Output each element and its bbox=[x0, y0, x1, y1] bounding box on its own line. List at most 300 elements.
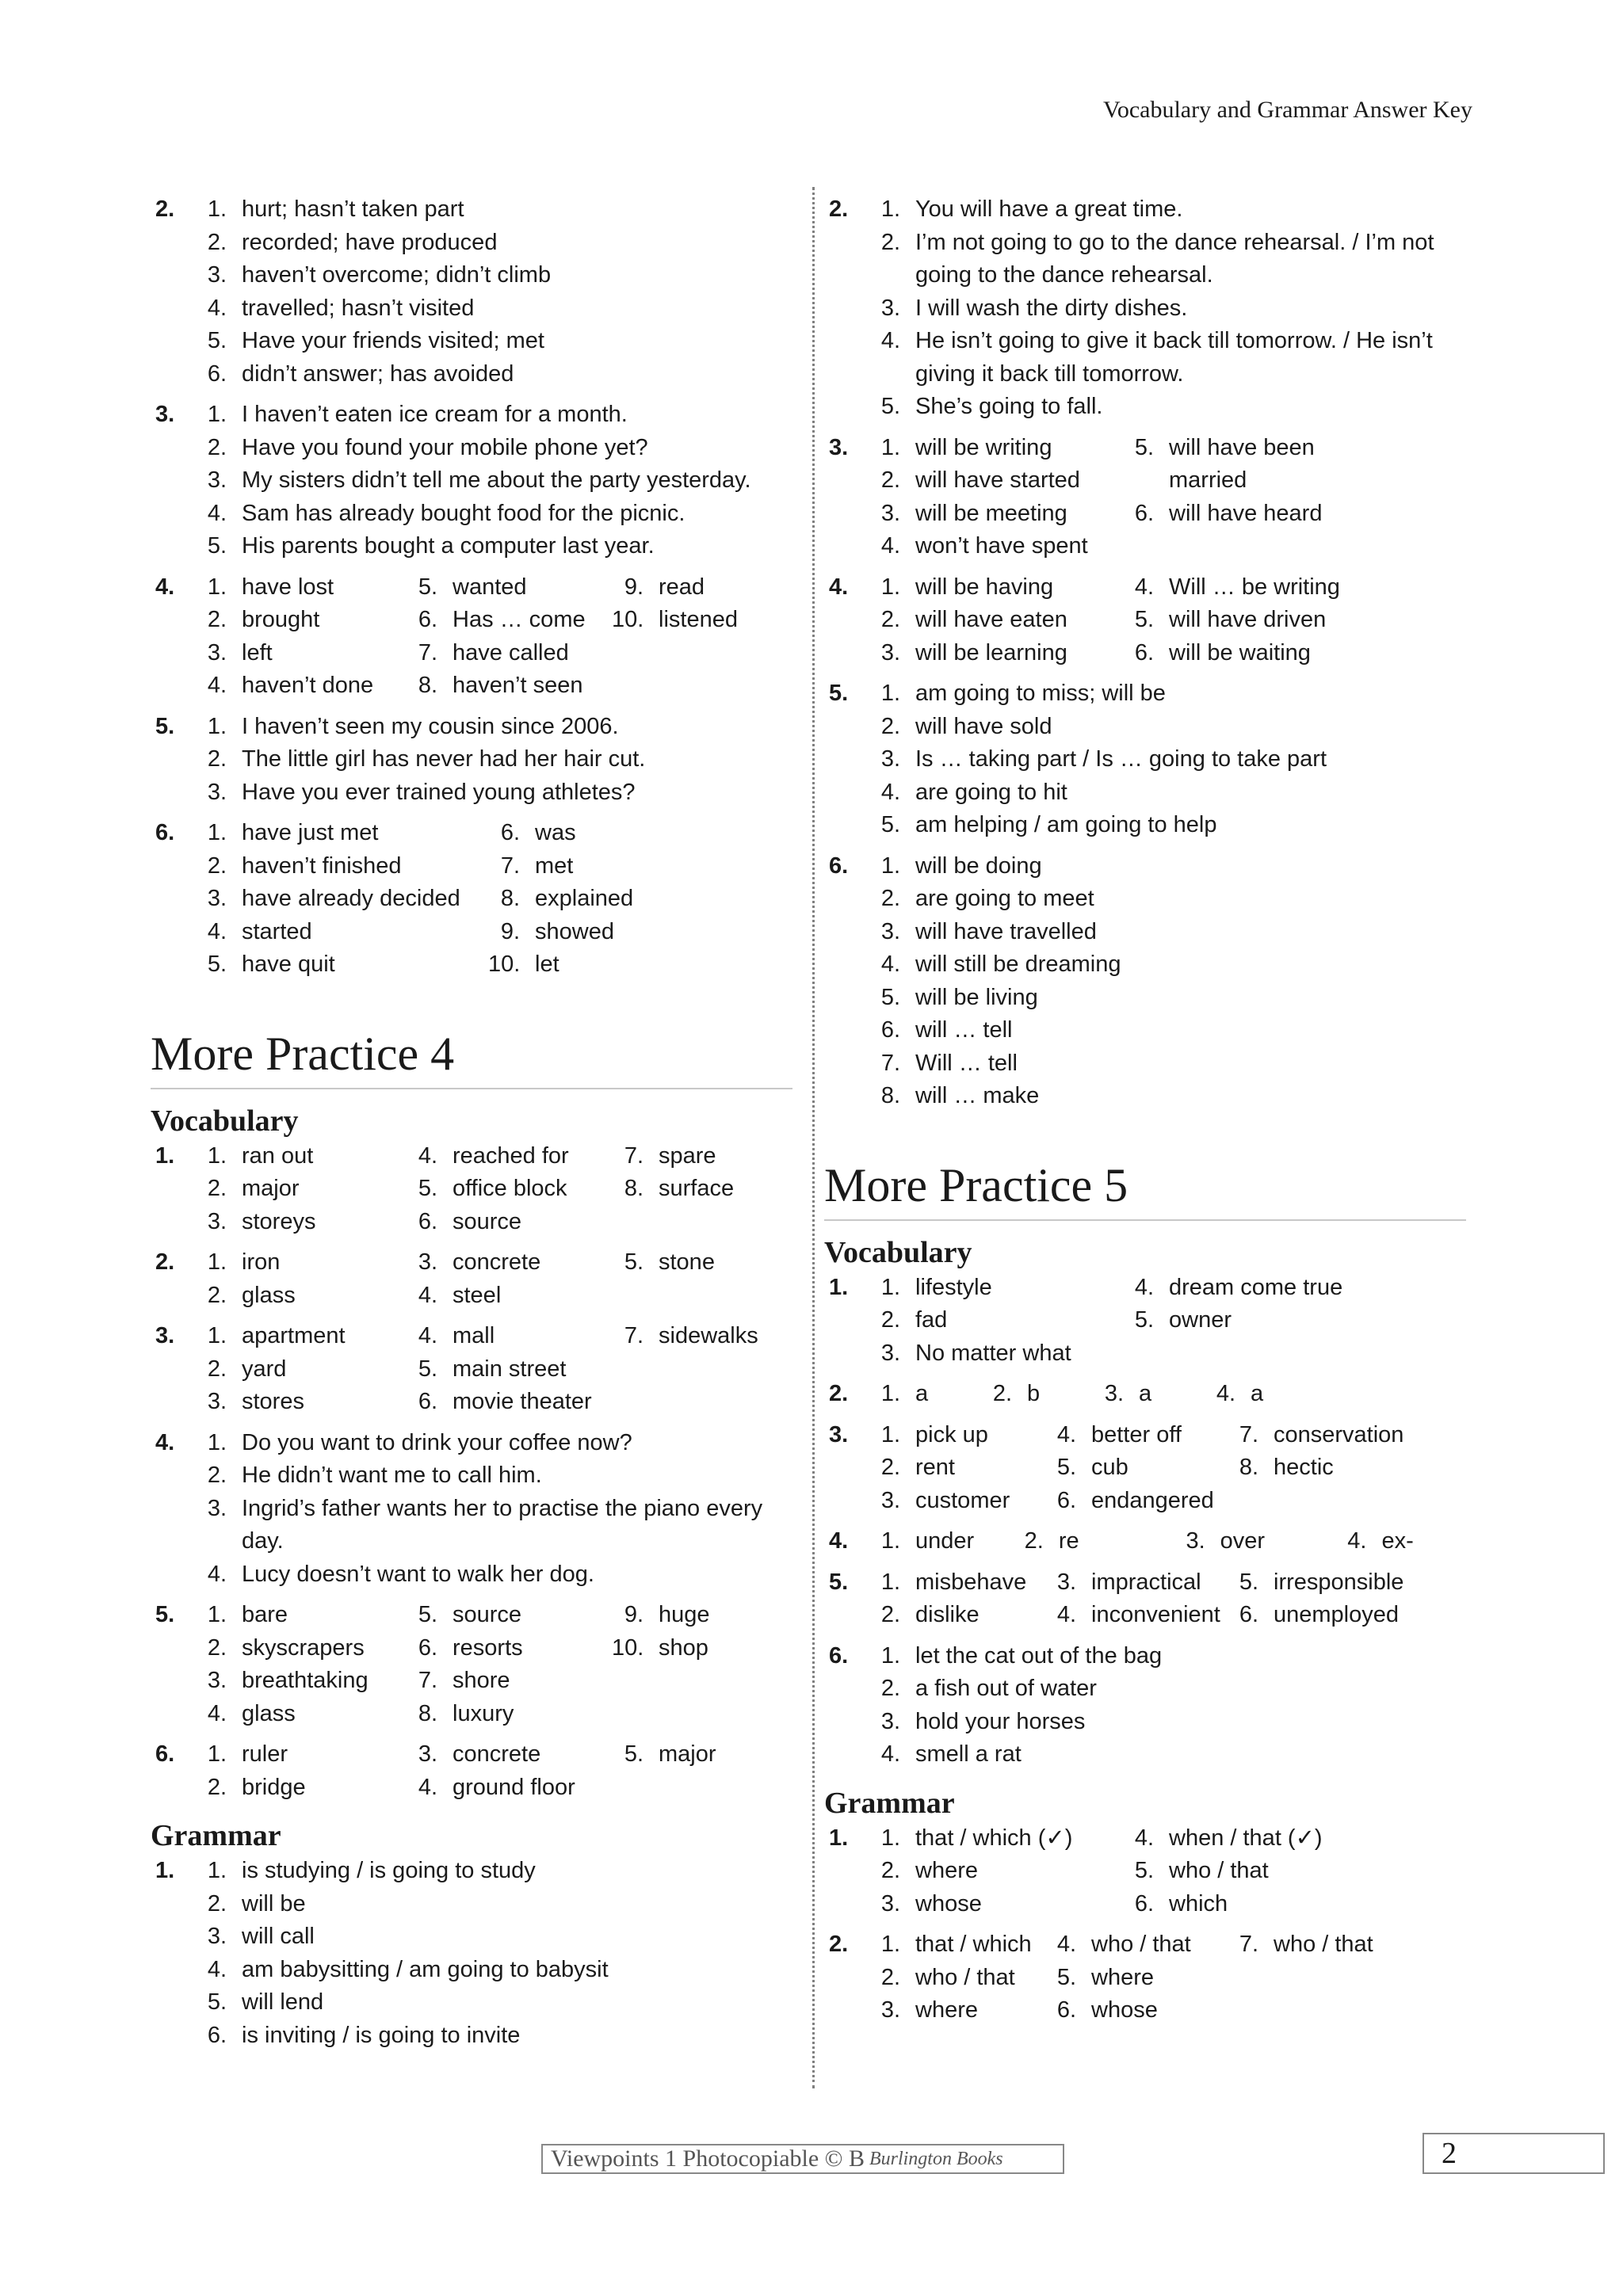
exercise-number: 6. bbox=[829, 1642, 849, 1669]
answer-item bbox=[612, 571, 786, 605]
answer-text: will … make bbox=[915, 1083, 1040, 1108]
answer-number: 2. bbox=[880, 1858, 900, 1883]
answer-text: shop bbox=[659, 1634, 708, 1661]
answer-item bbox=[612, 1632, 786, 1665]
answer-number: 6. bbox=[1134, 1890, 1154, 1917]
answer-text: bare bbox=[242, 1602, 288, 1627]
exercise-number: 6. bbox=[829, 852, 849, 879]
answer-item bbox=[1012, 1525, 1139, 1558]
answer-item bbox=[1122, 571, 1376, 605]
answer-number: 1. bbox=[880, 1642, 900, 1669]
answer-text: haven’t done bbox=[242, 673, 374, 698]
answer-item bbox=[1044, 1451, 1227, 1485]
answer-number: 3. bbox=[880, 295, 900, 321]
answer-item bbox=[980, 1378, 1075, 1411]
answer-text: who / that bbox=[1091, 1932, 1191, 1957]
answer-number: 6. bbox=[500, 820, 520, 845]
answer-number: 3. bbox=[207, 886, 227, 911]
answer-number: 8. bbox=[1239, 1455, 1258, 1480]
answer-item bbox=[195, 1320, 406, 1353]
answer-text: will lend bbox=[242, 1989, 324, 2015]
exercise bbox=[151, 1855, 792, 2052]
answer-number: 4. bbox=[1056, 1932, 1076, 1957]
answer-number: 6. bbox=[418, 1389, 437, 1414]
exercise-number: 6. bbox=[155, 1741, 175, 1767]
answer-text: smell a rat bbox=[915, 1741, 1022, 1767]
answer-number: 7. bbox=[624, 1323, 643, 1348]
answer-text: will be bbox=[242, 1890, 306, 1917]
exercise bbox=[151, 1320, 792, 1419]
answer-item bbox=[1044, 1994, 1227, 2027]
answer-column bbox=[406, 571, 612, 703]
answer-column bbox=[1122, 432, 1352, 563]
answer-text: that / which bbox=[915, 1932, 1032, 1957]
exercise-answers bbox=[869, 193, 1466, 424]
answer-column bbox=[195, 1738, 406, 1804]
answer-text: sidewalks bbox=[659, 1323, 758, 1348]
answer-text: spare bbox=[659, 1142, 716, 1169]
footer-credit bbox=[541, 2144, 1064, 2174]
answer-item bbox=[869, 1047, 1466, 1081]
answer-item bbox=[869, 1928, 1044, 1962]
exercise bbox=[151, 817, 792, 982]
exercise-number: 1. bbox=[829, 1825, 849, 1851]
answer-text: whose bbox=[915, 1890, 982, 1917]
answer-text: left bbox=[242, 639, 273, 666]
answer-item bbox=[195, 1353, 406, 1386]
answer-item bbox=[1122, 1272, 1376, 1305]
exercise bbox=[824, 1525, 1466, 1558]
answer-text: apartment bbox=[242, 1323, 346, 1348]
exercise-number: 2. bbox=[829, 1932, 849, 1957]
exercise-answers bbox=[869, 1566, 1466, 1632]
answer-item bbox=[612, 1173, 786, 1206]
answer-number: 1. bbox=[880, 1825, 900, 1851]
answer-item bbox=[869, 1706, 1466, 1739]
footer-publisher: Burlington Books bbox=[869, 2148, 1003, 2169]
answer-text: have just met bbox=[242, 820, 379, 845]
answer-number: 5. bbox=[1134, 434, 1154, 460]
answer-text: will be meeting bbox=[915, 500, 1067, 526]
answer-column bbox=[1122, 1822, 1376, 1921]
answer-item bbox=[1227, 1451, 1433, 1485]
exercise-number: 4. bbox=[155, 1429, 175, 1455]
answer-text: when / that (✓) bbox=[1169, 1825, 1323, 1851]
answer-text: ruler bbox=[242, 1741, 288, 1767]
answer-text: surface bbox=[659, 1176, 735, 1201]
answer-number: 5. bbox=[418, 1356, 437, 1382]
answer-item bbox=[195, 711, 792, 744]
answer-column bbox=[869, 1928, 1044, 2027]
exercise-answers bbox=[195, 711, 792, 810]
answer-text: Have you ever trained young athletes? bbox=[242, 779, 636, 805]
answer-text: You will have a great time. bbox=[915, 196, 1183, 222]
answer-item bbox=[195, 571, 406, 605]
answer-item bbox=[612, 1246, 786, 1280]
answer-number: 1. bbox=[207, 402, 227, 427]
answer-number: 3. bbox=[207, 1208, 227, 1234]
answer-number: 4. bbox=[1056, 1421, 1076, 1447]
exercise bbox=[151, 193, 792, 391]
answer-item bbox=[195, 1427, 792, 1460]
answer-text: am going to miss; will be bbox=[915, 681, 1166, 706]
answer-item bbox=[406, 1353, 612, 1386]
answer-item bbox=[869, 464, 1122, 498]
answer-text: She’s going to fall. bbox=[915, 394, 1103, 419]
answer-text: won’t have spent bbox=[915, 533, 1088, 559]
answer-number: 4. bbox=[1134, 574, 1154, 600]
answer-text: mall bbox=[453, 1323, 495, 1348]
answer-number: 2. bbox=[207, 746, 227, 772]
answer-text: brought bbox=[242, 607, 320, 632]
answer-number: 4. bbox=[207, 1956, 227, 1982]
answer-text: Will … be writing bbox=[1169, 574, 1340, 600]
answer-number: 8. bbox=[500, 886, 520, 911]
answer-text: am helping / am going to help bbox=[915, 812, 1217, 837]
answer-item bbox=[869, 1855, 1122, 1888]
answer-item bbox=[195, 1772, 406, 1805]
answer-column bbox=[612, 571, 786, 703]
answer-number: 2. bbox=[207, 1634, 227, 1661]
answer-item bbox=[488, 883, 678, 916]
exercise-answers bbox=[195, 1855, 792, 2052]
exercise-answers bbox=[195, 1599, 792, 1730]
answer-number: 1. bbox=[207, 1142, 227, 1169]
answer-number: 4. bbox=[207, 1561, 227, 1587]
answer-number: 1. bbox=[880, 1274, 900, 1300]
answer-column bbox=[406, 1246, 612, 1312]
answer-number: 5. bbox=[418, 1176, 437, 1201]
answer-column bbox=[195, 1246, 406, 1312]
answer-item bbox=[1044, 1485, 1227, 1518]
exercise-answers bbox=[195, 1140, 792, 1239]
answer-item bbox=[195, 1386, 406, 1419]
answer-text: customer bbox=[915, 1487, 1010, 1513]
answer-text: will be having bbox=[915, 574, 1054, 600]
answer-number: 1. bbox=[880, 1421, 900, 1447]
answer-number: 3. bbox=[207, 779, 227, 805]
exercise-number: 1. bbox=[155, 1142, 175, 1169]
answer-number: 1. bbox=[207, 1858, 227, 1883]
answer-column bbox=[195, 1320, 406, 1419]
answer-number: 7. bbox=[880, 1050, 900, 1076]
answer-item bbox=[406, 669, 612, 703]
answer-item bbox=[612, 604, 786, 637]
answer-number: 4. bbox=[418, 1323, 437, 1348]
answer-item bbox=[869, 1822, 1122, 1855]
answer-number: 6. bbox=[1056, 1997, 1076, 2023]
answer-text: will … tell bbox=[915, 1017, 1013, 1043]
answer-text: source bbox=[453, 1208, 522, 1234]
answer-number: 2. bbox=[880, 467, 900, 493]
answer-item bbox=[869, 776, 1466, 810]
answer-text: Will … tell bbox=[915, 1050, 1018, 1076]
answer-item bbox=[195, 1698, 406, 1731]
answer-number: 2. bbox=[207, 1356, 227, 1382]
answer-item bbox=[195, 637, 406, 670]
answer-text: Is … taking part / Is … going to take part bbox=[915, 746, 1327, 772]
answer-item bbox=[195, 743, 792, 776]
answer-text: where bbox=[915, 1858, 978, 1883]
answer-text: is studying / is going to study bbox=[242, 1858, 536, 1883]
answer-item bbox=[869, 1599, 1044, 1632]
answer-text: will have sold bbox=[915, 713, 1052, 739]
answer-column bbox=[612, 1140, 786, 1239]
answer-item bbox=[869, 982, 1466, 1015]
answer-text: ran out bbox=[242, 1142, 314, 1169]
answer-text: major bbox=[659, 1741, 716, 1767]
answer-text: Ingrid’s father wants her to practise the piano every day. bbox=[242, 1495, 763, 1554]
answer-item bbox=[1044, 1928, 1227, 1962]
answer-text: shore bbox=[453, 1668, 510, 1693]
exercise-answers bbox=[195, 399, 792, 563]
answer-item bbox=[869, 1378, 963, 1411]
answer-item bbox=[195, 1459, 792, 1493]
exercise bbox=[151, 1246, 792, 1312]
answer-text: showed bbox=[535, 918, 614, 944]
exercise-answers bbox=[869, 1822, 1466, 1921]
answer-number: 1. bbox=[880, 852, 900, 879]
answer-text: explained bbox=[535, 886, 634, 911]
answer-column bbox=[612, 1320, 786, 1419]
answer-text: recorded; have produced bbox=[242, 229, 498, 255]
answer-number: 6. bbox=[418, 1208, 437, 1234]
answer-number: 1. bbox=[207, 196, 227, 222]
answer-item bbox=[1122, 604, 1376, 637]
exercise-number: 3. bbox=[155, 1323, 175, 1348]
answer-number: 1. bbox=[207, 1323, 227, 1348]
answer-number: 2. bbox=[880, 1602, 900, 1627]
answer-number: 4. bbox=[207, 500, 227, 526]
answer-number: 4. bbox=[880, 328, 900, 353]
left-column bbox=[151, 193, 792, 2060]
subsection-title: Grammar bbox=[151, 1819, 281, 1852]
exercise-answers bbox=[869, 1272, 1466, 1371]
answer-text: endangered bbox=[1091, 1487, 1214, 1513]
answer-text: is inviting / is going to invite bbox=[242, 2022, 521, 2048]
answer-number: 2. bbox=[880, 1307, 900, 1333]
answer-text: are going to meet bbox=[915, 886, 1094, 911]
answer-item bbox=[195, 358, 792, 391]
answer-number: 1. bbox=[207, 1741, 227, 1767]
answer-item bbox=[869, 604, 1122, 637]
answer-number: 2. bbox=[207, 1463, 227, 1488]
answer-text: ground floor bbox=[453, 1774, 575, 1800]
answer-text: under bbox=[915, 1528, 975, 1554]
answer-text: owner bbox=[1169, 1307, 1232, 1333]
answer-number: 7. bbox=[1239, 1932, 1258, 1957]
answer-text: He didn’t want me to call him. bbox=[242, 1463, 542, 1488]
exercise-answers bbox=[869, 1640, 1466, 1772]
answer-text: No matter what bbox=[915, 1340, 1071, 1366]
answer-text: am babysitting / am going to babysit bbox=[242, 1956, 609, 1982]
answer-number: 5. bbox=[207, 533, 227, 559]
answer-text: conservation bbox=[1274, 1421, 1404, 1447]
answer-item bbox=[869, 711, 1466, 744]
answer-number: 3. bbox=[1056, 1569, 1076, 1595]
answer-number: 5. bbox=[1134, 607, 1154, 632]
answer-number: 3. bbox=[207, 467, 227, 493]
answer-item bbox=[406, 1772, 612, 1805]
exercise-answers bbox=[195, 817, 792, 982]
answer-number: 1. bbox=[880, 1932, 900, 1957]
answer-item bbox=[195, 498, 792, 531]
answer-text: travelled; hasn’t visited bbox=[242, 295, 475, 321]
answer-item bbox=[869, 325, 1466, 391]
answer-text: ex- bbox=[1381, 1528, 1414, 1554]
answer-column bbox=[869, 1566, 1044, 1632]
answer-text: haven’t seen bbox=[453, 673, 583, 698]
answer-number: 3. bbox=[880, 1890, 900, 1917]
answer-text: The little girl has never had her hair cut. bbox=[242, 746, 646, 772]
answer-text: storeys bbox=[242, 1208, 316, 1234]
answer-item bbox=[612, 1738, 786, 1772]
answer-number: 5. bbox=[207, 328, 227, 353]
answer-text: have quit bbox=[242, 952, 335, 977]
answer-item bbox=[406, 1320, 612, 1353]
answer-item bbox=[869, 1451, 1044, 1485]
exercise-answers bbox=[869, 571, 1466, 670]
answer-number: 8. bbox=[624, 1176, 643, 1201]
answer-item bbox=[406, 1738, 612, 1772]
answer-text: Have you found your mobile phone yet? bbox=[242, 434, 648, 460]
answer-text: let the cat out of the bag bbox=[915, 1642, 1163, 1669]
answer-column bbox=[406, 1320, 612, 1419]
answer-item bbox=[406, 1632, 612, 1665]
answer-item bbox=[195, 530, 792, 563]
answer-item bbox=[869, 1672, 1466, 1706]
answer-number: 3. bbox=[207, 262, 227, 288]
answer-text: will be learning bbox=[915, 639, 1067, 666]
answer-item bbox=[869, 530, 1122, 563]
answer-text: hectic bbox=[1274, 1455, 1334, 1480]
answer-item bbox=[488, 948, 678, 982]
answer-column bbox=[1227, 1928, 1433, 2027]
answer-item bbox=[869, 1640, 1466, 1673]
answer-text: will have eaten bbox=[915, 607, 1067, 632]
answer-number: 2. bbox=[880, 607, 900, 632]
exercise bbox=[151, 1427, 792, 1592]
answer-text: main street bbox=[453, 1356, 567, 1382]
answer-number: 1. bbox=[207, 574, 227, 600]
answer-text: who / that bbox=[915, 1964, 1015, 1990]
answer-item bbox=[869, 193, 1466, 227]
exercise-number: 3. bbox=[829, 1421, 849, 1447]
answer-number: 6. bbox=[1056, 1487, 1076, 1513]
column-divider bbox=[812, 187, 815, 2088]
answer-number: 6. bbox=[418, 1634, 437, 1661]
answer-number: 7. bbox=[500, 852, 520, 879]
answer-text: cub bbox=[1091, 1455, 1128, 1480]
answer-text: My sisters didn’t tell me about the party yesterday. bbox=[242, 467, 751, 493]
answer-number: 4. bbox=[418, 1774, 437, 1800]
answer-item bbox=[406, 1246, 612, 1280]
answer-item bbox=[195, 1986, 792, 2019]
answer-column bbox=[869, 571, 1122, 670]
answer-item bbox=[488, 817, 678, 850]
answer-item bbox=[612, 1140, 786, 1173]
exercise-number: 2. bbox=[829, 1381, 849, 1406]
answer-item bbox=[195, 1665, 406, 1698]
answer-item bbox=[195, 464, 792, 498]
answer-text: will be waiting bbox=[1169, 639, 1311, 666]
answer-number: 4. bbox=[207, 1700, 227, 1726]
answer-item bbox=[195, 1558, 792, 1592]
answer-text: misbehave bbox=[915, 1569, 1027, 1595]
answer-text: will be living bbox=[915, 984, 1038, 1010]
exercise bbox=[824, 850, 1466, 1113]
answer-item bbox=[612, 1320, 786, 1353]
answer-text: bridge bbox=[242, 1774, 306, 1800]
answer-number: 5. bbox=[1056, 1964, 1076, 1990]
answer-text: iron bbox=[242, 1249, 281, 1275]
answer-text: resorts bbox=[453, 1634, 523, 1661]
answer-text: who / that bbox=[1274, 1932, 1373, 1957]
answer-text: a bbox=[1251, 1381, 1264, 1406]
answer-text: was bbox=[535, 820, 576, 845]
answer-number: 7. bbox=[1239, 1421, 1258, 1447]
answer-item bbox=[406, 1599, 612, 1632]
answer-item bbox=[195, 776, 792, 810]
answer-number: 2. bbox=[880, 713, 900, 739]
answer-text: have called bbox=[453, 639, 569, 666]
answer-number: 4. bbox=[418, 1142, 437, 1169]
answer-number: 3. bbox=[880, 1340, 900, 1366]
answer-number: 4. bbox=[1347, 1528, 1367, 1554]
answer-text: Lucy doesn’t want to walk her dog. bbox=[242, 1561, 594, 1587]
answer-number: 6. bbox=[207, 2022, 227, 2048]
answer-number: 2. bbox=[880, 1676, 900, 1701]
answer-number: 3. bbox=[880, 500, 900, 526]
answer-column bbox=[1227, 1419, 1433, 1518]
answer-number: 2. bbox=[207, 1176, 227, 1201]
answer-number: 5. bbox=[1134, 1307, 1154, 1333]
exercise bbox=[824, 1566, 1466, 1632]
exercise-answers bbox=[195, 1427, 792, 1592]
answer-number: 5. bbox=[880, 812, 900, 837]
answer-item bbox=[869, 916, 1466, 949]
answer-number: 2. bbox=[207, 852, 227, 879]
answer-text: will still be dreaming bbox=[915, 952, 1121, 977]
answer-text: He isn’t going to give it back till tomorrow. / He isn’t giving it back till tomorrow. bbox=[915, 328, 1433, 387]
answer-column bbox=[488, 817, 678, 982]
answer-number: 10. bbox=[488, 952, 521, 977]
answer-number: 4. bbox=[880, 952, 900, 977]
exercise-number: 6. bbox=[155, 820, 175, 845]
subsection-title: Vocabulary bbox=[824, 1235, 972, 1269]
answer-column bbox=[195, 1599, 406, 1730]
answer-number: 1. bbox=[880, 681, 900, 706]
exercise bbox=[151, 1599, 792, 1730]
answer-item bbox=[195, 292, 792, 326]
answer-text: will be writing bbox=[915, 434, 1052, 460]
answer-column bbox=[612, 1246, 786, 1312]
answer-number: 3. bbox=[207, 1495, 227, 1521]
answer-item bbox=[1122, 1855, 1376, 1888]
answer-text: hold your horses bbox=[915, 1708, 1086, 1734]
exercise bbox=[824, 1822, 1466, 1921]
answer-number: 5. bbox=[1056, 1455, 1076, 1480]
answer-number: 5. bbox=[207, 1989, 227, 2015]
exercise bbox=[824, 193, 1466, 424]
answer-text: huge bbox=[659, 1602, 710, 1627]
answer-text: re bbox=[1058, 1528, 1079, 1554]
answer-number: 8. bbox=[418, 673, 437, 698]
subsection-title: Vocabulary bbox=[151, 1104, 299, 1138]
answer-item bbox=[488, 916, 678, 949]
answer-number: 2. bbox=[207, 434, 227, 460]
answer-text: which bbox=[1169, 1890, 1228, 1917]
